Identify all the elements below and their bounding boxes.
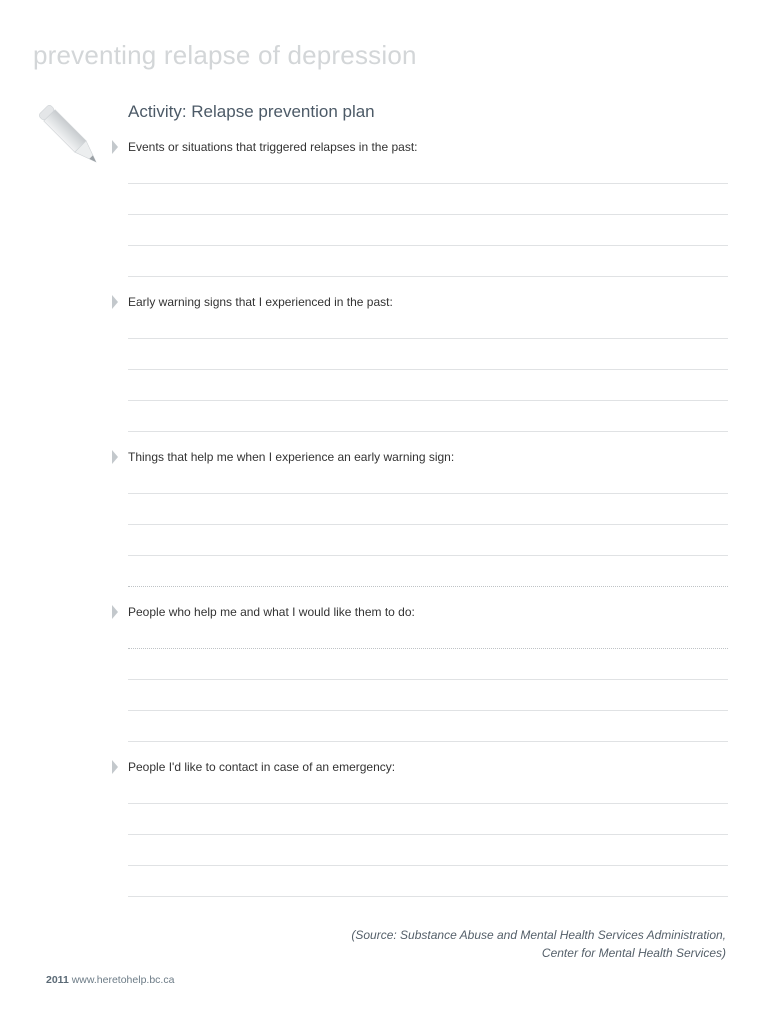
writing-line-4[interactable] [128, 276, 728, 277]
section-triggers [112, 137, 728, 157]
section-people-who-help [112, 602, 728, 622]
section-label-text: Early warning signs that I experienced in the past: [128, 295, 393, 309]
triangle-bullet-icon [112, 140, 118, 154]
footer [46, 974, 174, 986]
triangle-bullet-icon [112, 605, 118, 619]
writing-line-3[interactable] [128, 400, 728, 401]
triangle-bullet-icon [112, 450, 118, 464]
pencil-icon [30, 96, 114, 180]
footer-url[interactable]: www.heretohelp.bc.ca [71, 974, 175, 986]
section-label-text: People who help me and what I would like them to do: [128, 605, 415, 619]
section-label-text: People I'd like to contact in case of an emergency: [128, 760, 396, 774]
writing-line-2[interactable] [128, 834, 728, 835]
writing-line-3[interactable] [128, 245, 728, 246]
writing-line-3[interactable] [128, 555, 728, 556]
section-label [112, 757, 728, 777]
triangle-bullet-icon [112, 295, 118, 309]
section-label [112, 602, 728, 622]
writing-line-1[interactable] [128, 648, 728, 649]
section-label [112, 292, 728, 312]
section-label-text: Events or situations that triggered relapses in the past: [128, 140, 418, 154]
writing-line-2[interactable] [128, 369, 728, 370]
section-label [112, 137, 728, 157]
section-label-text: Things that help me when I experience an early warning sign: [128, 450, 455, 464]
triangle-bullet-icon [112, 760, 118, 774]
section-label [112, 447, 728, 467]
writing-line-1[interactable] [128, 338, 728, 339]
writing-line-4[interactable] [128, 586, 728, 587]
page-title: preventing relapse of depression [33, 40, 417, 70]
writing-line-3[interactable] [128, 710, 728, 711]
writing-line-2[interactable] [128, 214, 728, 215]
activity-title: Activity: Relapse prevention plan [128, 102, 375, 121]
section-warning-signs [112, 292, 728, 312]
writing-line-1[interactable] [128, 493, 728, 494]
writing-line-4[interactable] [128, 896, 728, 897]
writing-line-3[interactable] [128, 865, 728, 866]
source-line-2: Center for Mental Health Services) [541, 946, 726, 960]
writing-line-1[interactable] [128, 183, 728, 184]
writing-line-4[interactable] [128, 431, 728, 432]
source-citation [351, 926, 726, 962]
source-line-1: (Source: Substance Abuse and Mental Health Services Administration, [351, 928, 726, 942]
writing-line-2[interactable] [128, 679, 728, 680]
writing-line-4[interactable] [128, 741, 728, 742]
writing-line-1[interactable] [128, 803, 728, 804]
section-emergency-contacts [112, 757, 728, 777]
footer-year: 2011 [46, 974, 69, 986]
section-things-that-help [112, 447, 728, 467]
writing-line-2[interactable] [128, 524, 728, 525]
